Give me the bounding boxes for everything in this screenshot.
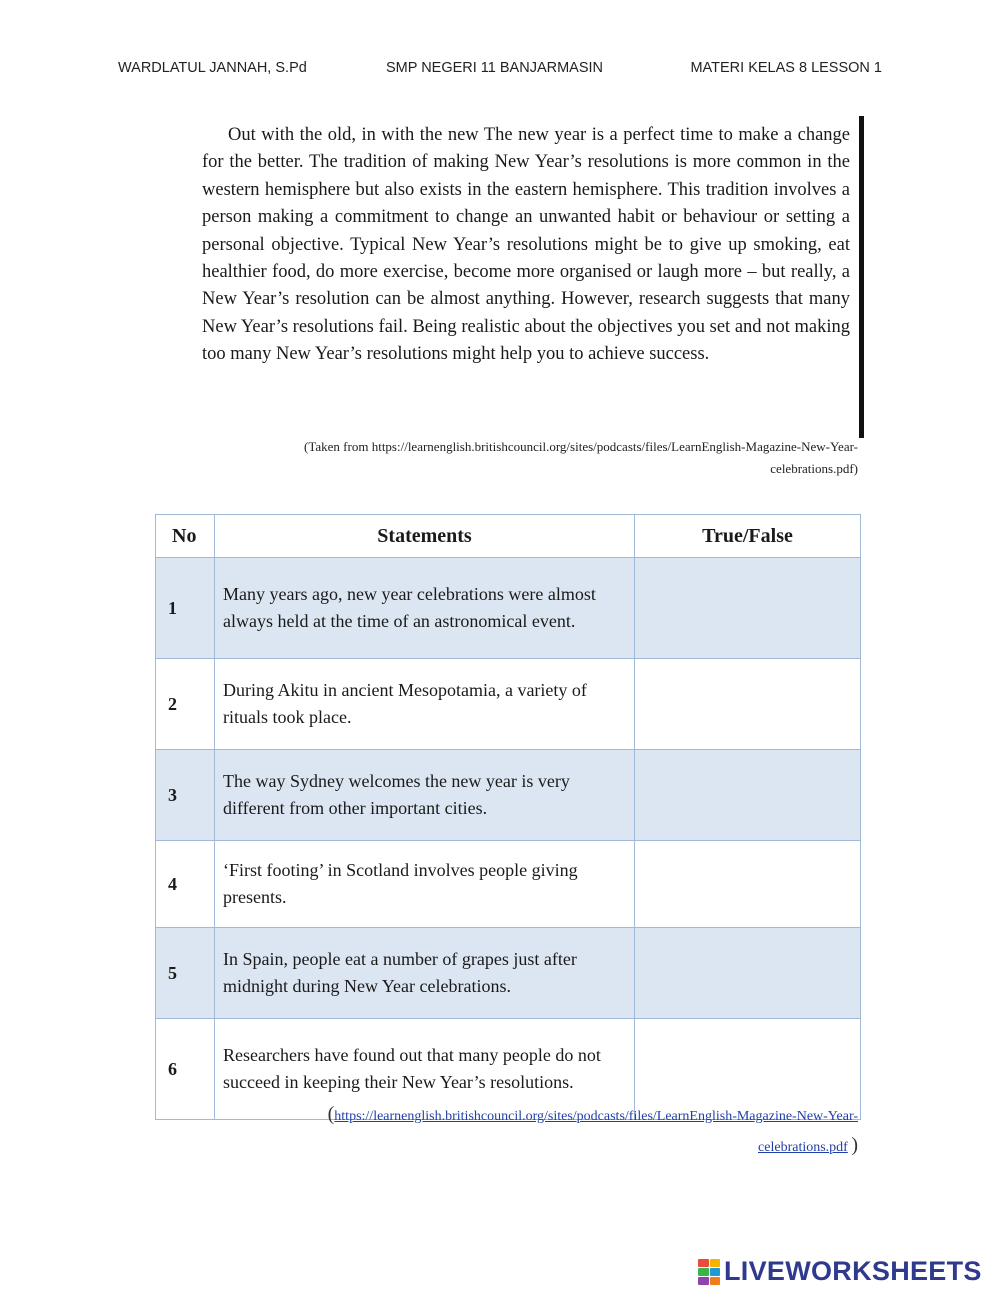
header-author: WARDLATUL JANNAH, S.Pd (118, 60, 307, 76)
passage-source (180, 436, 858, 480)
passage-side-bar (859, 116, 864, 438)
liveworksheets-logo-icon (698, 1259, 720, 1285)
statement-text: In Spain, people eat a number of grapes just after midnight during New Year celebrations. (215, 928, 635, 1019)
source-link-line2[interactable]: celebrations.pdf (758, 1140, 848, 1155)
liveworksheets-logo[interactable] (698, 1256, 982, 1287)
header-school: SMP NEGERI 11 BANJARMASIN (386, 60, 604, 76)
table-row (156, 928, 861, 1019)
answer-field[interactable] (635, 928, 861, 1019)
passage-source-line1: (Taken from https://learnenglish.britishcouncil.org/sites/podcasts/files/LearnEnglish-Magazine-New-Year- (304, 439, 858, 454)
table-header-row (156, 515, 861, 558)
answer-field[interactable] (635, 750, 861, 841)
answer-field[interactable] (635, 659, 861, 750)
table-row (156, 841, 861, 928)
source-open-paren: ( (327, 1103, 335, 1125)
passage-source-line2: celebrations.pdf) (770, 461, 858, 476)
answer-field[interactable] (635, 841, 861, 928)
row-number: 1 (156, 558, 215, 659)
reading-passage: Out with the old, in with the new The new year is a perfect time to make a change for the better. The tradition of making New Year’s resolutions is more common in the western hemisphere but also exists in the eastern hemisphere. This tradition involves a person making a commitment to change an unwanted habit or behaviour or setting a personal objective. Typical New Year’s resolutions might be to give up smoking, eat healthier food, do more exercise, become more organised or laugh more – but really, a New Year’s resolution can be almost anything. However, research suggests that many New Year’s resolutions fail. Being realistic about the objectives you set and not making too many New Year’s resolutions might help you to achieve success. (202, 125, 850, 365)
liveworksheets-logo-text: LIVEWORKSHEETS (724, 1256, 982, 1286)
statement-text: ‘First footing’ in Scotland involves people giving presents. (215, 841, 635, 928)
row-number: 5 (156, 928, 215, 1019)
column-header-no: No (156, 515, 215, 558)
table-row (156, 659, 861, 750)
statement-text: During Akitu in ancient Mesopotamia, a variety of rituals took place. (215, 659, 635, 750)
answer-field[interactable] (635, 558, 861, 659)
table-source (258, 1100, 858, 1162)
table-row (156, 750, 861, 841)
column-header-true-false: True/False (635, 515, 861, 558)
row-number: 3 (156, 750, 215, 841)
source-close-paren: ) (851, 1134, 858, 1156)
statement-text: The way Sydney welcomes the new year is very different from other important cities. (215, 750, 635, 841)
true-false-table (155, 514, 861, 1120)
source-link-line1[interactable]: https://learnenglish.britishcouncil.org/sites/podcasts/files/LearnEnglish-Magazine-New-Year- (334, 1109, 858, 1124)
table-row (156, 558, 861, 659)
row-number: 2 (156, 659, 215, 750)
statement-text: Many years ago, new year celebrations were almost always held at the time of an astronomical event. (215, 558, 635, 659)
row-number: 6 (156, 1019, 215, 1120)
column-header-statements: Statements (215, 515, 635, 558)
row-number: 4 (156, 841, 215, 928)
statement-text: Researchers have found out that many people do not succeed in keeping their New Year’s resolutions. (215, 1019, 635, 1120)
header-subject: MATERI KELAS 8 LESSON 1 (690, 60, 882, 76)
